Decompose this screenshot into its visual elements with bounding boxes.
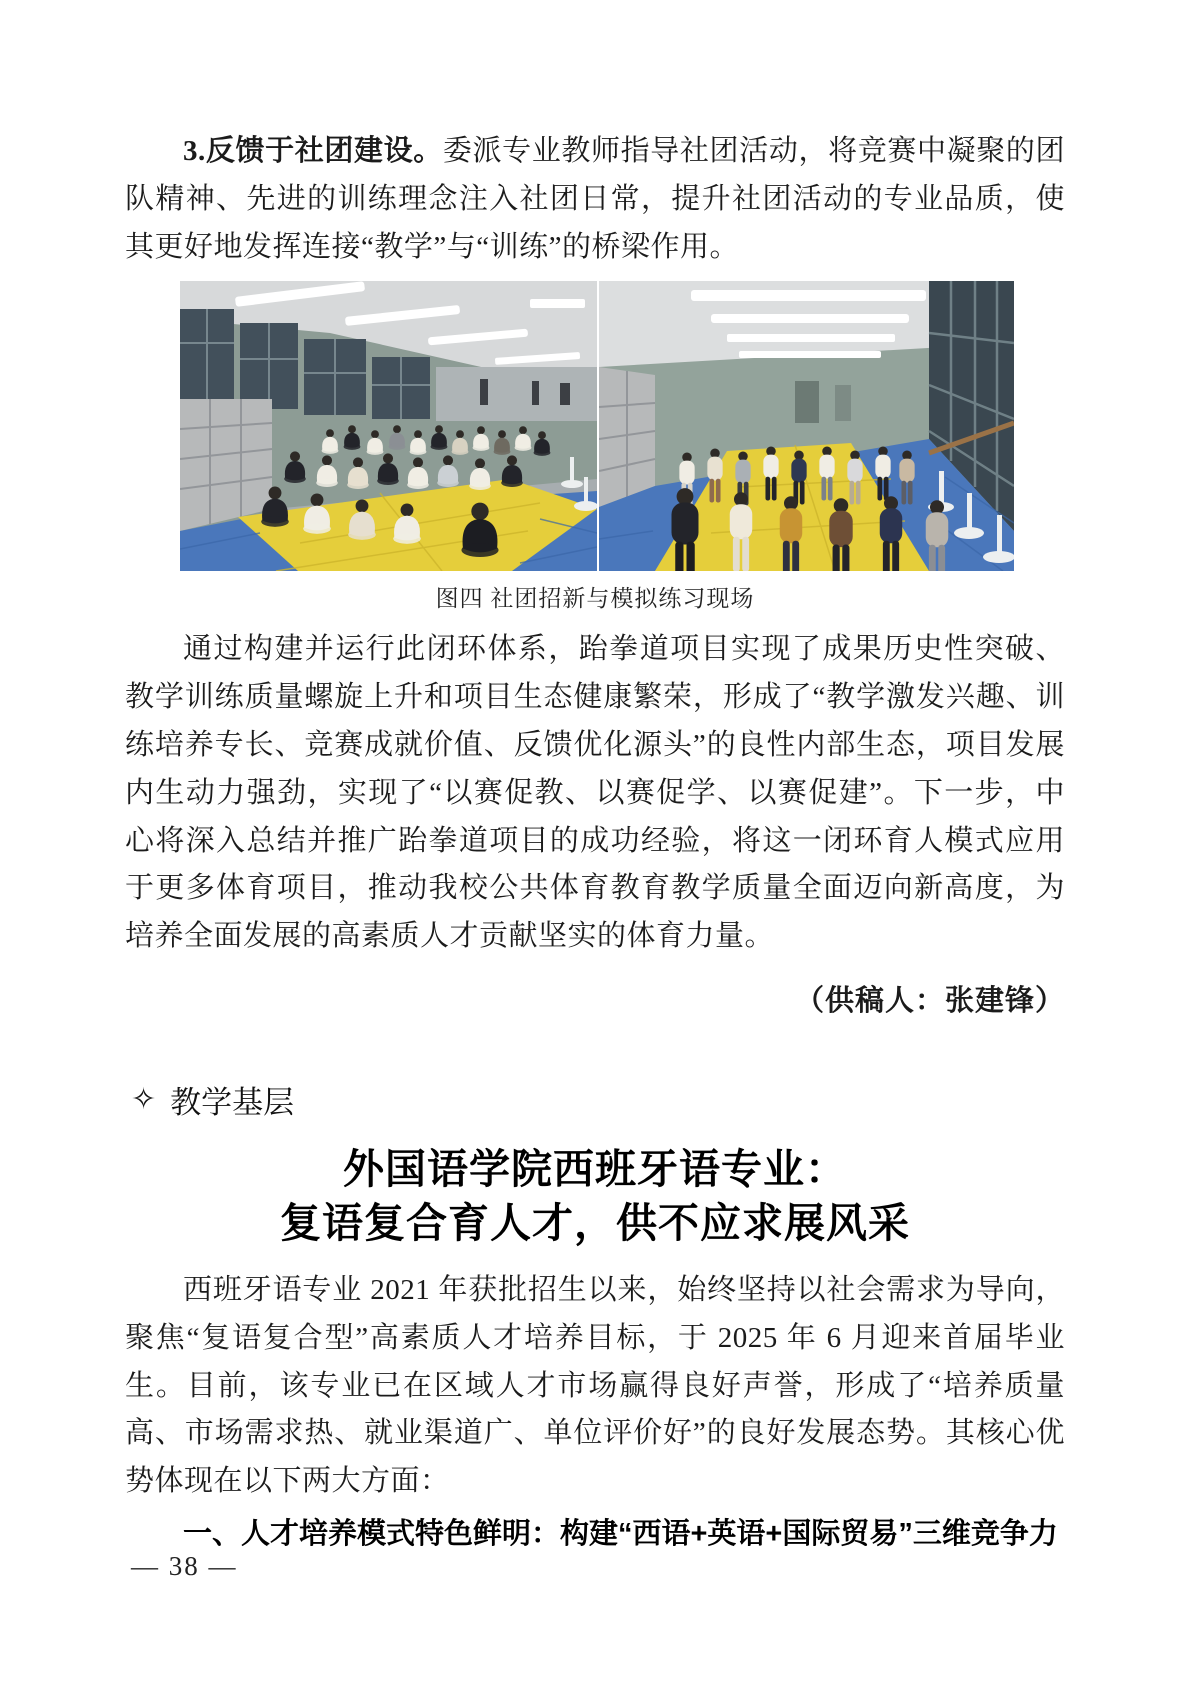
paragraph-lead-bold: 3.反馈于社团建设。 (183, 135, 443, 167)
figure-caption: 图四 社团招新与模拟练习现场 (435, 586, 755, 612)
photo-club-recruitment (180, 281, 597, 571)
article-title-line-1: 外国语学院西班牙语专业： (343, 1145, 847, 1192)
paragraph-club-feedback (125, 128, 1065, 271)
four-pointed-star-icon: ✧ (131, 1083, 157, 1117)
photo-practice-session (599, 281, 1014, 571)
page-content (125, 0, 1065, 1558)
heading-competitiveness: 一、人才培养模式特色鲜明：构建“西语+英语+国际贸易”三维竞争力 (183, 1517, 1058, 1550)
paragraph-lead-rest: 委派专业教师指导社团活动，将竞赛中凝聚的团队精神、先进的训练理念注入社团日常，提升社团活动的专业品质，使其更好地发挥连接“教学”与“训练”的桥梁作用。 (125, 135, 1065, 263)
section-marker (131, 1077, 1065, 1122)
article-title (125, 1142, 1065, 1250)
section-label: 教学基层 (170, 1084, 295, 1120)
page-number: — 38 — (131, 1551, 238, 1581)
paragraph-spanish-overview: 西班牙语专业 2021 年获批招生以来，始终坚持以社会需求为导向，聚焦“复语复合型”高素质人才培养目标，于 2025 年 6 月迎来首届毕业生。目前，该专业已在区域人才市场赢得良好声誉，形成了“培养质量高、市场需求热、就业渠道广、单位评价好”的良好发展态势。其核心优势体现在以下两大方面： (125, 1273, 1065, 1498)
article-title-line-2: 复语复合育人才，供不应求展风采 (280, 1199, 910, 1246)
contributor-line: （供稿人：张建锋） (794, 984, 1065, 1017)
figure-photo-row (180, 281, 1014, 571)
paragraph-closed-loop-summary: 通过构建并运行此闭环体系，跆拳道项目实现了成果历史性突破、教学训练质量螺旋上升和项目生态健康繁荣，形成了“教学激发兴趣、训练培养专长、竞赛成就价值、反馈优化源头”的良性内部生态，项目发展内生动力强劲，实现了“以赛促教、以赛促学、以赛促建”。下一步，中心将深入总结并推广跆拳道项目的成功经验，将这一闭环育人模式应用于更多体育项目，推动我校公共体育教育教学质量全面迈向新高度，为培养全面发展的高素质人才贡献坚实的体育力量。 (125, 633, 1065, 953)
